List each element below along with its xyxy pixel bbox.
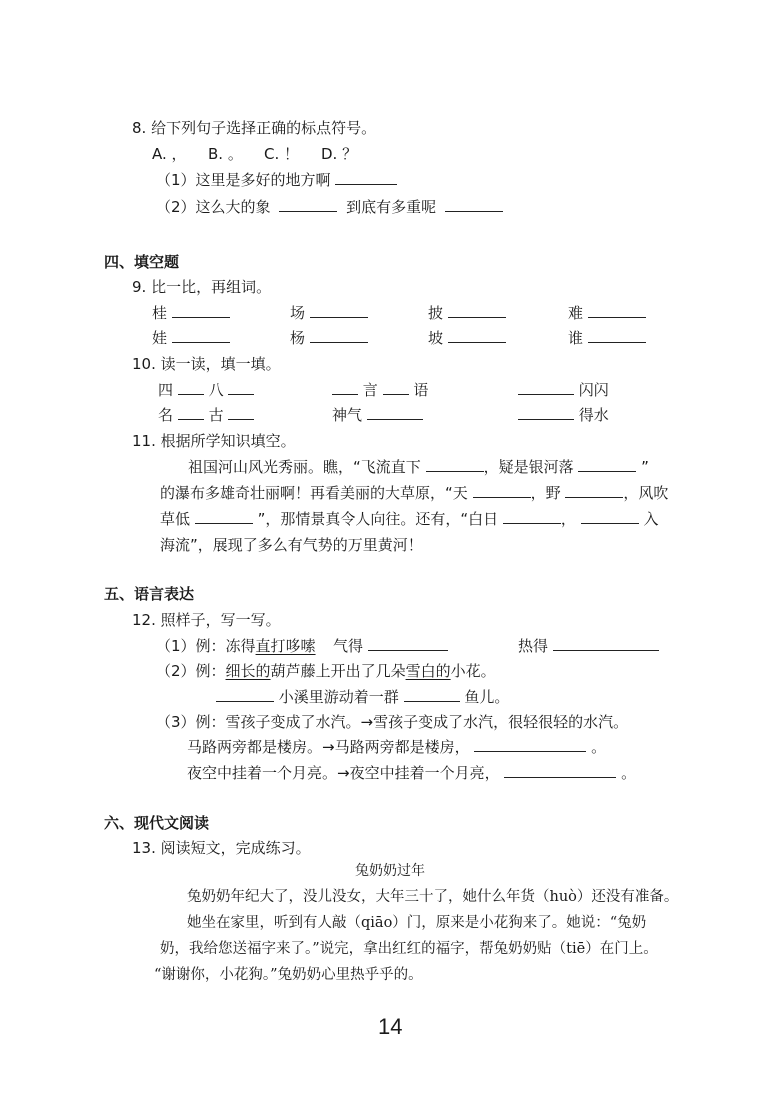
q12-text: 小花。 <box>450 662 496 680</box>
q9-char: 娃 <box>152 329 168 347</box>
q12-text: 夜空中挂着一个月亮。→夜空中挂着一个月亮， <box>187 764 500 782</box>
q8-option-b: B. 。 <box>208 145 243 163</box>
story-paragraph: “谢谢你，小花狗。”兔奶奶心里热乎乎的。 <box>154 967 423 983</box>
q12-blank[interactable] <box>553 635 659 651</box>
story-paragraph: 兔奶奶年纪大了，没儿没女，大年三十了，她什么年货（huò）还没有准备。 <box>187 889 679 905</box>
q8-option-d: D. ？ <box>321 145 358 163</box>
section-5-heading: 五、语言表达 <box>104 585 195 603</box>
q8-sentence-1 <box>156 169 397 191</box>
story-paragraph: 她坐在家里，听到有人敲（qiāo）门，原来是小花狗来了。她说：“兔奶 <box>187 915 647 931</box>
q12-blank[interactable] <box>404 686 460 702</box>
q9-char: 桂 <box>152 304 168 322</box>
q12-text: 小溪里游动着一群 <box>278 688 399 706</box>
q10-blank[interactable] <box>178 404 204 420</box>
q11-text: ，疑是银河落 <box>483 458 574 476</box>
story-paragraph: 奶，我给您送福字来了。”说完，拿出红红的福字，帮兔奶奶贴（tiē）在门上。 <box>160 941 658 957</box>
q10-text: 得水 <box>578 406 609 424</box>
page-number: 14 <box>378 1014 403 1039</box>
q9-blank[interactable] <box>172 327 230 343</box>
q8-option-a: A. ， <box>152 145 187 163</box>
q10-blank[interactable] <box>228 404 254 420</box>
q9-char: 坡 <box>428 329 444 347</box>
q11-text: 的瀑布多雄奇壮丽啊！再看美丽的大草原，“天 <box>160 484 468 502</box>
q12-title: 12. 照样子，写一写。 <box>132 611 281 629</box>
q10-text: 神气 <box>332 406 363 424</box>
q10-text: 古 <box>208 406 224 424</box>
q12-item-2 <box>216 686 509 708</box>
section-6-heading: 六、现代文阅读 <box>104 814 210 832</box>
q10-blank[interactable] <box>178 379 204 395</box>
q10-text: 闪闪 <box>578 381 609 399</box>
q11-line-2 <box>160 482 668 504</box>
q12-text: 。 <box>591 738 607 756</box>
q11-line-4: 海流”，展现了多么有气势的万里黄河！ <box>160 536 423 554</box>
q12-text: （2）例： <box>156 662 226 680</box>
q12-underlined: 雪白的 <box>405 662 451 680</box>
q9-blank[interactable] <box>588 302 646 318</box>
q10-text: 八 <box>208 381 224 399</box>
q11-blank[interactable] <box>195 508 253 524</box>
q12-example-1 <box>156 635 316 657</box>
q8-title: 8. 给下列句子选择正确的标点符号。 <box>132 119 377 137</box>
q10-item-6 <box>518 404 609 426</box>
q10-blank[interactable] <box>383 379 409 395</box>
q12-blank[interactable] <box>474 736 586 752</box>
q10-text: 四 <box>158 381 174 399</box>
q12-underlined: 细长的 <box>225 662 271 680</box>
q8-s1-text: （1）这里是多好的地方啊 <box>156 171 331 189</box>
q12-item-rede <box>518 635 659 657</box>
q12-text: 。 <box>621 764 637 782</box>
q12-text: 气得 <box>333 637 364 655</box>
q10-text: 语 <box>413 381 429 399</box>
q11-text: 草低 <box>160 510 191 528</box>
q11-line-3 <box>160 508 659 530</box>
q10-title: 10. 读一读，填一填。 <box>132 355 281 373</box>
q11-blank[interactable] <box>426 456 484 472</box>
section-4-heading: 四、填空题 <box>104 253 180 271</box>
q8-s2-blank-1[interactable] <box>279 196 337 212</box>
q12-item-3b <box>187 762 636 784</box>
q12-text: 热得 <box>518 637 549 655</box>
q9-title: 9. 比一比，再组词。 <box>132 278 272 296</box>
q8-s2-text-b: 到底有多重呢 <box>346 198 437 216</box>
q8-s2-text-a: （2）这么大的象 <box>156 198 271 216</box>
q9-blank[interactable] <box>588 327 646 343</box>
q11-text: ， <box>560 510 576 528</box>
q11-text: ” <box>641 458 649 476</box>
q10-item-4 <box>158 404 254 426</box>
q10-blank[interactable] <box>518 379 574 395</box>
q12-text: （1）例：冻得 <box>156 637 256 655</box>
q9-char: 难 <box>568 304 584 322</box>
q9-cell <box>568 327 646 349</box>
q9-blank[interactable] <box>172 302 230 318</box>
q10-item-3 <box>518 379 609 401</box>
q11-text: ”，那情景真令人向往。还有，“白日 <box>257 510 499 528</box>
q10-item-2 <box>332 379 428 401</box>
q10-blank[interactable] <box>367 404 423 420</box>
q9-blank[interactable] <box>448 302 506 318</box>
q12-example-2 <box>156 660 496 682</box>
q11-text: ，风吹 <box>623 484 669 502</box>
q12-blank[interactable] <box>504 762 616 778</box>
q11-text: ，野 <box>530 484 561 502</box>
q11-blank[interactable] <box>473 482 531 498</box>
q9-char: 杨 <box>290 329 306 347</box>
q10-blank[interactable] <box>228 379 254 395</box>
q9-cell <box>428 302 506 324</box>
story-title: 兔奶奶过年 <box>355 863 425 879</box>
q12-text: 葫芦藤上开出了几朵 <box>270 662 406 680</box>
q11-blank[interactable] <box>578 456 636 472</box>
q10-blank[interactable] <box>332 379 358 395</box>
q9-cell <box>152 327 230 349</box>
q8-s2-blank-2[interactable] <box>445 196 503 212</box>
q13-title: 13. 阅读短文，完成练习。 <box>132 839 311 857</box>
q9-cell <box>290 327 368 349</box>
q9-char: 谁 <box>568 329 584 347</box>
q9-char: 披 <box>428 304 444 322</box>
q11-title: 11. 根据所学知识填空。 <box>132 432 296 450</box>
q12-underlined: 直打哆嗦 <box>255 637 316 655</box>
q12-item-qide <box>333 635 448 657</box>
q12-text: 鱼儿。 <box>464 688 510 706</box>
q10-text: 名 <box>158 406 174 424</box>
q9-cell <box>568 302 646 324</box>
q11-blank[interactable] <box>503 508 561 524</box>
q12-example-3: （3）例：雪孩子变成了水汽。→雪孩子变成了水汽，很轻很轻的水汽。 <box>156 713 629 731</box>
q9-char: 场 <box>290 304 306 322</box>
q11-blank[interactable] <box>565 482 623 498</box>
q8-sentence-2 <box>156 196 503 218</box>
q9-cell <box>428 327 506 349</box>
q12-blank[interactable] <box>368 635 448 651</box>
q10-item-5 <box>332 404 423 426</box>
q11-line-1 <box>188 456 649 478</box>
q9-blank[interactable] <box>310 327 368 343</box>
q12-text: 马路两旁都是楼房。→马路两旁都是楼房， <box>187 738 470 756</box>
q8-option-c: C. ！ <box>264 145 300 163</box>
q9-blank[interactable] <box>448 327 506 343</box>
q9-blank[interactable] <box>310 302 368 318</box>
q9-cell <box>290 302 368 324</box>
q10-text: 言 <box>362 381 378 399</box>
q11-text: 入 <box>643 510 659 528</box>
q12-item-3a <box>187 736 606 758</box>
q11-text: 祖国河山风光秀丽。瞧，“飞流直下 <box>188 458 421 476</box>
q10-blank[interactable] <box>518 404 574 420</box>
q9-cell <box>152 302 230 324</box>
q12-blank[interactable] <box>216 686 274 702</box>
q8-s1-blank[interactable] <box>335 169 397 185</box>
q11-blank[interactable] <box>581 508 639 524</box>
q10-item-1 <box>158 379 254 401</box>
